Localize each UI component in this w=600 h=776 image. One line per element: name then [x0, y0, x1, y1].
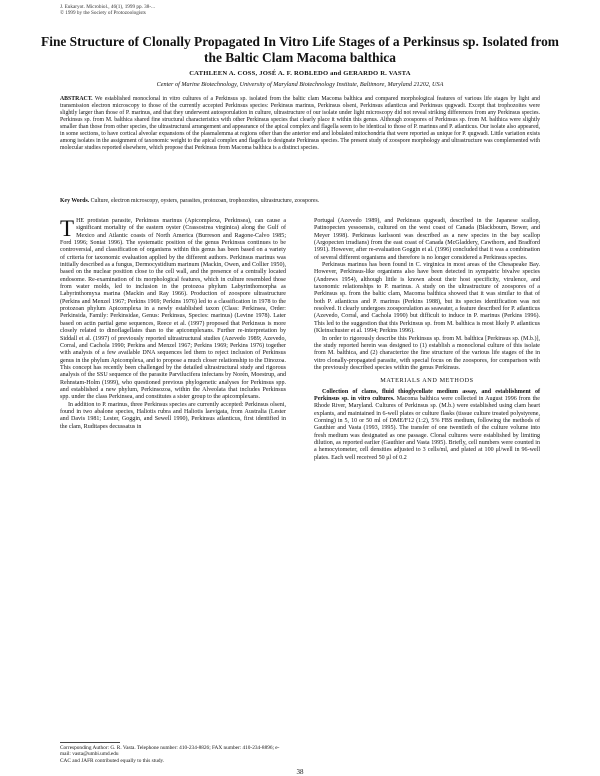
intro-paragraph — [60, 218, 286, 402]
body-paragraph: Perkinsus marinus has been found in C. virginica in most areas of the Chesapeake Bay. However, Perkinsus-like organisms also have been detected in sympatric bivalve species (Andrews 1954), although little is known about their host specificity, virulence, and taxonomic relationships to P. marinus. A study on the ultrastructure of zoospores of a Perkinsus sp. from the baltic clam, Macoma balthica showed that it was similar to that of both P. atlanticus and P. marinus (Perkins 1988), but its species identification was not resolved. It clearly undergoes zoosporulation as seawater, a feature described for P. atlanticus (Azevedo, Corral, and Cachola 1990) but difficult to induce in P. marinus (Perkins 1996). This led to the suggestion that this Perkinsus sp. from M. balthica is most likely P. atlanticus (Kleinschuster et al. 1994; Perkins 1996). — [314, 262, 540, 335]
abstract — [60, 96, 540, 152]
keywords-label: Key Words. — [60, 198, 90, 204]
body-paragraph: In addition to P. marinus, three Perkinsus species are currently accepted: Perkinsus olseni, found in two abalone species, Haliotis rubra and Haliotis laevigata, from Australia (Lester and Davis 1981; Lester, Goggin, and Sewell 1990), Perkinsus atlanticus, first identified in the clam, Ruditapes decussatus in — [60, 401, 286, 430]
abstract-text: We established monoclonal in vitro cultures of a Perkinsus sp. isolated from the baltic clam Macoma balthica and compared morphological features of various life stages by light and transmission electron microscopy to those of the currently accepted Perkinsus species: Perkinsus marinus, Perkinsus olseni, Perkinsus atlanticus and Perkinsus qugwadi. Except that trophozoites were slightly larger than those of P. marinus, and that they underwent autosporulation in culture, ultrastructure of our isolate under light microscopy did not reveal striking differences from any Perkinsus species. Perkinsus sp. from M. balthica shared fine structural characteristics with other Perkinsus species that clearly place it within this genus. Although zoospores of Perkinsus sp. from M. balthica were slightly smaller than those from other species, the ultrastructural arrangement and appearance of the apical complex and flagella seem to be identical to those of P. marinus and P. atlanticus. Our isolate also appeared, in some sections, to have cortical alveolar expansions of the plasmalemma at regions other than the anterior end and lobulated mitochondria that were reported as unique for P. qugwadi. Little variation exists among isolates in the assignment of taxonomic weight to the apical complex and flagella to designate Perkinsus species. The present study of zoospore morphology and ultrastructure was complemented with molecular studies reported elsewhere, which propose that Perkinsus from Macoma balthica is a distinct species. — [60, 96, 540, 152]
keywords-text: Culture, electron microscopy, oysters, parasites, protozoan, trophozoites, ultrastructure, zoospores. — [90, 198, 320, 204]
footnote-divider — [60, 742, 120, 743]
body-paragraph: Portugal (Azevedo 1989), and Perkinsus qugwadi, described in the Japanese scallop, Patinopecten yessoensis, cultured on the west coast of Canada (Blackbourn, Bower, and Meyer 1998). Perkinsus karlssoni was described as a new species in the bay scallop (Argopecten irradians) from the east coast of Canada (McGladdery, Cawthorn, and Bradford 1991). However, after re-evaluation Goggin et al. (1996) concluded that it was a combination of several different organisms and therefore is no longer considered a Perkinsus species. — [314, 218, 540, 261]
section-heading: MATERIALS AND METHODS — [380, 377, 474, 385]
author-list: CATHLEEN A. COSS, JOSÉ A. F. ROBLEDO and GERARDO R. VASTA — [189, 70, 411, 77]
subsection-lead: Collection of clams, fluid thioglycollate medium assay, and establishment of Perkinsus sp. in vitro cultures. — [314, 388, 540, 402]
journal-header — [60, 4, 155, 16]
body-paragraph: In order to rigorously describe this Perkinsus sp. from M. balthica [Perkinsus sp. (M.b.)], the study reported herein was designed to (1) establish a monoclonal culture of this isolate from M. balthica, and (2) characterize the fine structure of the various life stages of the in vitro clonally-propagated parasite, with special focus on the zoospores, for comparison with the previously described species within the genus Perkinsus. — [314, 335, 540, 371]
methods-paragraph — [314, 389, 540, 462]
right-column — [314, 218, 540, 462]
journal-citation: J. Eukaryot. Microbiol., 46(1), 1999 pp. 38-... — [60, 4, 155, 10]
copyright-line: © 1999 by the Society of Protozoologists — [60, 10, 146, 17]
affiliation: Center of Marine Biotechnology, University of Maryland Biotechnology Institute, Baltimore, Maryland 21202, USA — [156, 81, 444, 88]
equal-contribution-note: CAC and JAFR contributed equally to this study. — [60, 757, 165, 764]
footnote — [60, 745, 286, 764]
drop-cap: T — [60, 216, 75, 241]
intro-text: HE protistan parasite, Perkinsus marinus (Apicomplexa, Perkinsea), can cause a significant mortality of the eastern oyster (Crassostrea virginica) along the Gulf of Mexico and Atlantic coasts of North America (Burreson and Ragone-Calvo 1985; Ford 1996; Soniat 1996). The systematic position of the genus Perkinsus continues to be controversial, and classification of organisms within this genus has been based on a variety of criteria for taxonomic evaluation applied by the different authors. Perkinsus marinus was initially described as a fungus, Dermocystidium marinum (Mackin, Owen, and Collier 1950), based on the nuclear position close to the cell wall, and the presence of a centrally located endosome. Re-examination of its morphological features, which in culture resembled those from water molds, led to inclusion in the protozoa phylum Labyrinthomorpha as Labyrinthomyxa marina (Mackin and Ray 1966). Production of zoospore ultrastructure (Perkins and Menzel 1967; Perkins 1969; Perkins 1976) led to a classification in 1978 to the protozoan phylum Apicomplexa in a newly established taxon (Class: Perkinsea, Order: Perkinsida, Family: Perkinsidae, Genus: Perkinsus, Species: marinus) (Levine 1978). Later based on actin partial gene sequences, Reece et al. (1997) proposed that Perkinsus is more closely related to dinoflagellates than to the apicomplexans. Further re-interpretation by Siddall et al. (1997) of previously reported ultrastructural studies (Azevedo 1989; Azevedo, Corral, and Cachola 1990; Perkins and Menzel 1967; Perkins 1969; Perkins 1976) together with analysis of a few available DNA sequences led them to reject inclusion of Perkinsus genus in the phylum Apicomplexa, and to propose a much closer relationship to the Dinozoa. This concept has recently been challenged by the detailed ultrastructural study and rigorous analysis of the SSU sequence of the parasite Parvilucifera infectans by Norén, Moestrup, and Rehnstam-Holm (1999), who questioned previous phylogenetic analyses for Perkinsus spp. and established a new phylum, Perkinsozoa, within the Alveolata that includes Perkinsus spp. under the class Perkinsea, and constitutes a sister group to the apicomplexans. — [60, 218, 286, 401]
corresponding-author-note: Corresponding Author: G. R. Vasta. Telephone number: 410-234-8826; FAX number: 410-234-8896; e-mail: vasta@umbi.umd.edu — [60, 745, 280, 758]
abstract-label: ABSTRACT. — [60, 96, 93, 102]
keywords — [60, 198, 540, 205]
page-number: 38 — [296, 768, 304, 776]
left-column — [60, 218, 286, 431]
methods-text: Macoma balthica were collected in August 1996 from the Rhode River, Maryland. Cultures of Perkinsus sp. (M.b.) were established using clam heart explants, and maintained in 6-well plates or culture flasks (tissue culture treated polystyrene, Corning) in 5, 10 or 50 ml of DME/F12 (1:2), 5% FBS medium, following the methods of Gauthier and Vasta (1993, 1995). The transfer of one twentieth of the culture volume into fresh medium was designated as one passage. Clonal cultures were established by limiting dilution, as reported earlier (Gauthier and Vasta 1995). Briefly, cell numbers were counted in a hemocytometer, cell densities adjusted to 3 cells/ml, and plated at 100 μl/well in 96-well plates. Each well received 50 μl of 0.2 — [314, 395, 540, 461]
paper-title: Fine Structure of Clonally Propagated In Vitro Life Stages of a Perkinsus sp. Isolated from the Baltic Clam Macoma balthica — [41, 34, 559, 65]
